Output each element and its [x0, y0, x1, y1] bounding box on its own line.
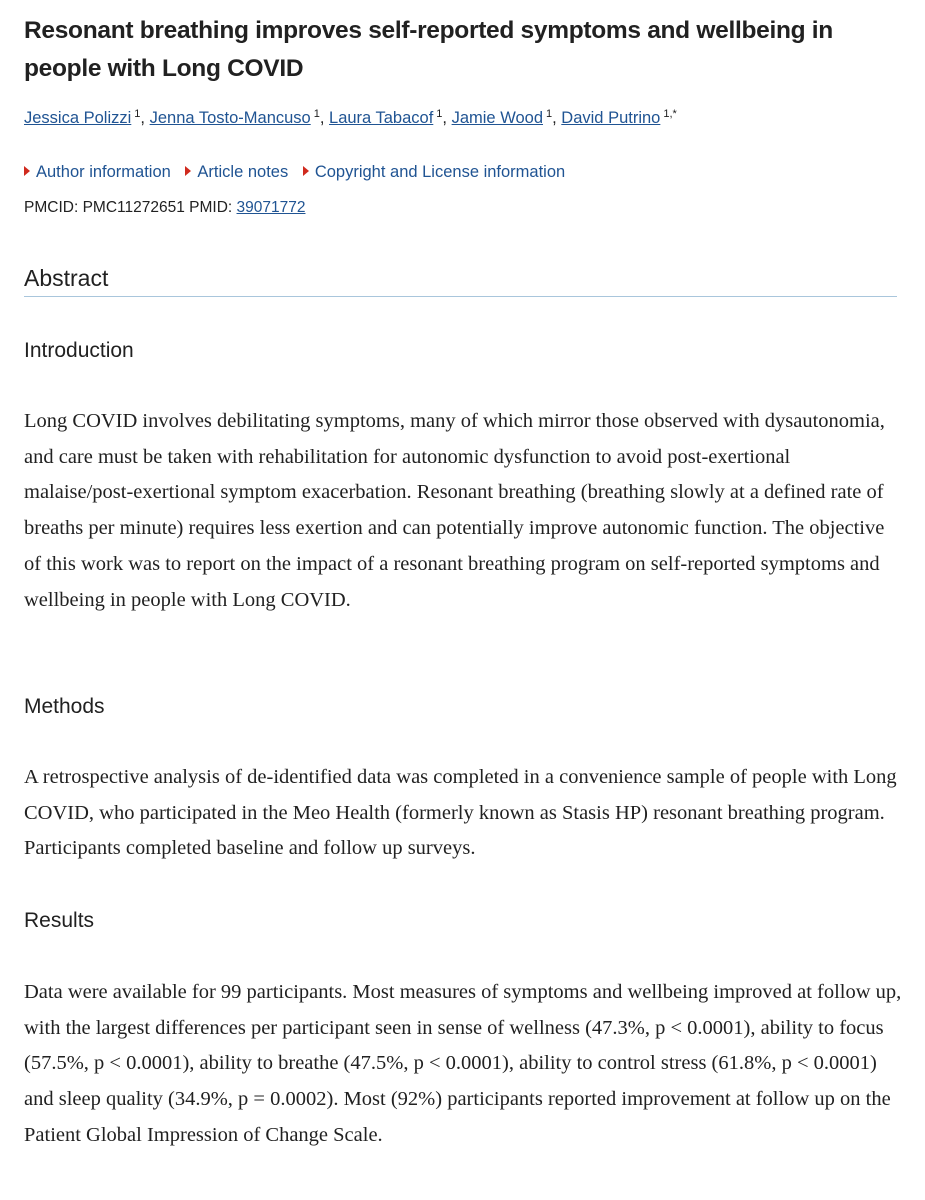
copyright-license-toggle[interactable]: Copyright and License information [303, 163, 565, 181]
author-affiliation: 1 [313, 108, 320, 120]
methods-heading: Methods [24, 695, 105, 718]
author-separator: , [140, 109, 150, 127]
pmcid-label: PMCID: [24, 199, 79, 216]
author-separator: , [442, 109, 452, 127]
author-affiliation: 1 [134, 108, 141, 120]
article-info-links [24, 160, 904, 184]
article-identifiers [24, 196, 305, 220]
pmcid-value: PMC11272651 [82, 199, 185, 216]
author-link[interactable]: Jessica Polizzi [24, 109, 132, 127]
introduction-heading: Introduction [24, 339, 134, 362]
author-link[interactable]: Laura Tabacof [329, 109, 434, 127]
methods-paragraph: A retrospective analysis of de-identified data was completed in a convenience sample of people with Long COVID, who participated in the Meo Health (formerly known as Stasis HP) resonant breathing program. Participants completed baseline and follow up surveys. [24, 766, 897, 860]
caret-right-icon [24, 166, 30, 176]
pmid-link[interactable]: 39071772 [236, 199, 306, 216]
author-affiliation: 1 [436, 108, 443, 120]
article-notes-toggle[interactable]: Article notes [185, 163, 288, 181]
caret-right-icon [303, 166, 309, 176]
author-list [24, 106, 904, 130]
author-separator: , [319, 109, 330, 127]
author-separator: , [552, 109, 562, 127]
pmid-label: PMID: [189, 199, 233, 216]
author-information-toggle[interactable]: Author information [24, 163, 171, 181]
results-heading: Results [24, 909, 95, 932]
author-affiliation: 1,* [663, 108, 677, 120]
results-paragraph: Data were available for 99 participants. Most measures of symptoms and wellbeing improved at follow up, with the largest differences per participant seen in sense of wellness (47.3%, p < 0.0001), ability to focus (57.5%, p < 0.0001), ability to breathe (47.5%, p < 0.0001), ability to control stress (61.8%, p < 0.0001) and sleep quality (34.9%, p = 0.0002). Most (92%) participants reported improvement at follow up on the Patient Global Impression of Change Scale. [24, 981, 902, 1146]
introduction-paragraph: Long COVID involves debilitating symptoms, many of which mirror those observed with dysautonomia, and care must be taken with rehabilitation for autonomic dysfunction to avoid post-exertional malaise/post-exertional symptom exacerbation. Resonant breathing (breathing slowly at a defined rate of breaths per minute) requires less exertion and can potentially improve autonomic function. The objective of this work was to report on the impact of a resonant breathing program on self-reported symptoms and wellbeing in people with Long COVID. [24, 410, 885, 611]
abstract-divider [24, 296, 897, 297]
article-title: Resonant breathing improves self-reported symptoms and wellbeing in people with Long COVID [24, 17, 833, 82]
abstract-heading: Abstract [24, 265, 109, 291]
caret-right-icon [185, 166, 191, 176]
author-link[interactable]: David Putrino [561, 109, 661, 127]
author-link[interactable]: Jenna Tosto-Mancuso [149, 109, 311, 127]
author-link[interactable]: Jamie Wood [451, 109, 543, 127]
author-affiliation: 1 [546, 108, 553, 120]
